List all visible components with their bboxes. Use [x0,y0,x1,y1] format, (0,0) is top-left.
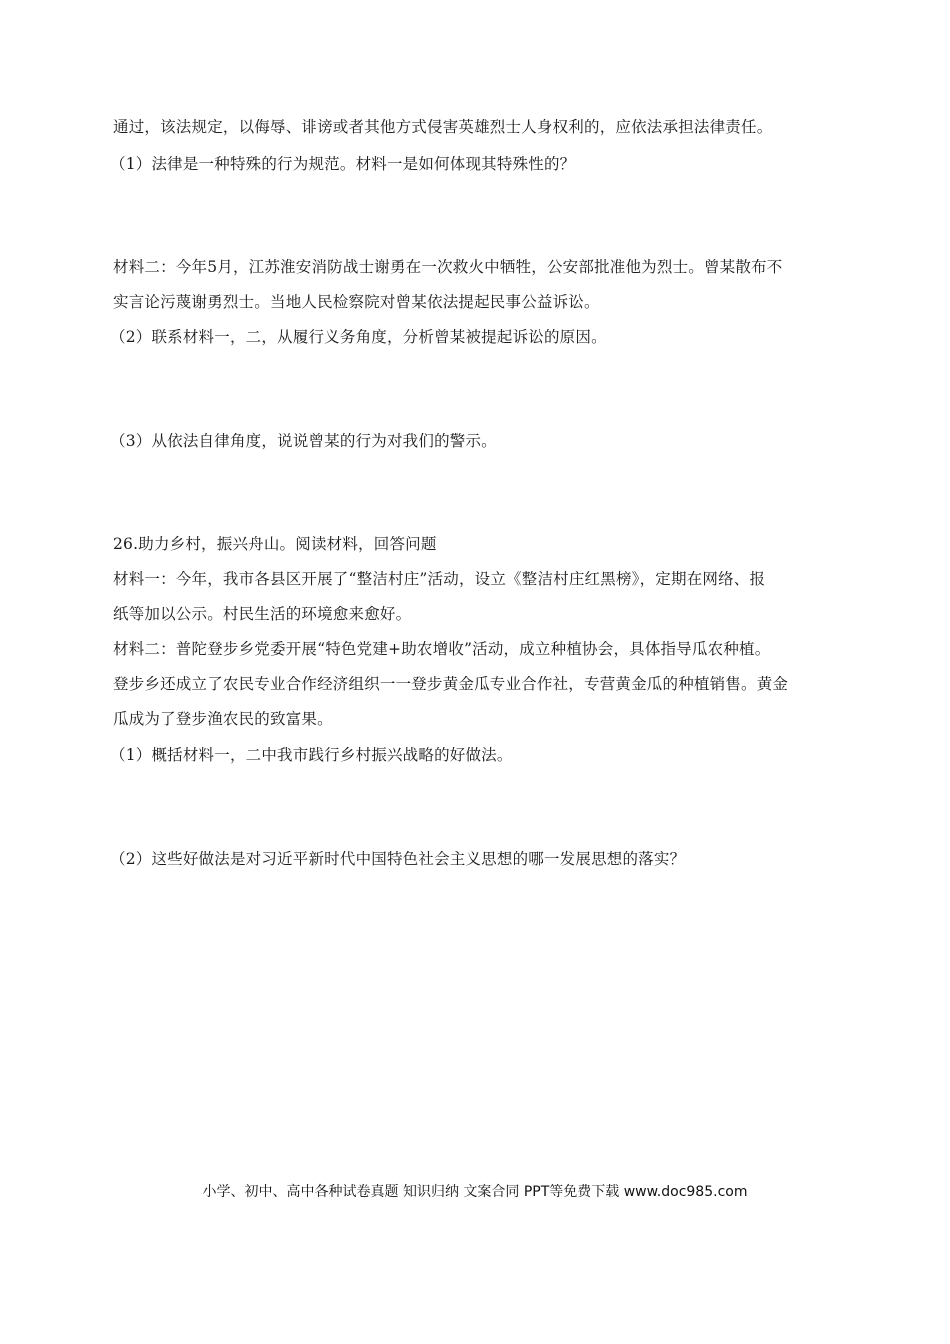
question-line: （3）从依法自律角度，说说曾某的行为对我们的警示。 [110,432,497,450]
material-line: 材料二：今年5月，江苏淮安消防战士谢勇在一次救火中牺牲，公安部批准他为烈士。曾某散布不 [113,258,783,276]
question-line: （1）概括材料一，二中我市践行乡村振兴战略的好做法。 [110,746,513,764]
text-line: 通过，该法规定，以侮辱、诽谤或者其他方式侵害英雄烈士人身权利的，应依法承担法律责任。 [113,118,773,136]
question-line: （2）联系材料一，二，从履行义务角度，分析曾某被提起诉讼的原因。 [110,328,607,346]
material-line: 瓜成为了登步渔农民的致富果。 [113,710,333,728]
material-line: 材料一：今年，我市各县区开展了“整洁村庄”活动，设立《整洁村庄红黑榜》，定期在网络、报 [113,570,766,588]
material-line: 登步乡还成立了农民专业合作经济组织一一登步黄金瓜专业合作社，专营黄金瓜的种植销售。黄金 [113,675,789,693]
material-line: 材料二：普陀登步乡党委开展“特色党建+助农增收”活动，成立种植协会，具体指导瓜农种植。 [113,640,771,658]
question-line: （1）法律是一种特殊的行为规范。材料一是如何体现其特殊性的？ [110,155,576,173]
page-footer: 小学、初中、高中各种试卷真题 知识归纳 文案合同 PPT等免费下载 www.doc985.com [202,1184,748,1200]
material-line: 纸等加以公示。村民生活的环境愈来愈好。 [113,605,412,623]
question-heading: 26.助力乡村，振兴舟山。阅读材料，回答问题 [113,535,437,553]
material-line: 实言论污蔑谢勇烈士。当地人民检察院对曾某依法提起民事公益诉讼。 [113,293,600,311]
question-line: （2）这些好做法是对习近平新时代中国特色社会主义思想的哪一发展思想的落实？ [110,850,686,868]
